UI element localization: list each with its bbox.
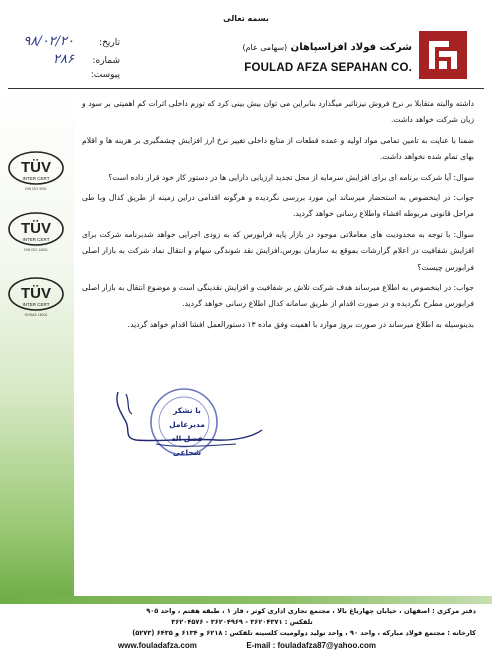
body-answer-2: جواب: در اینخصوص به اطلاع میرساند هدف شرکت تلاش بر شفافیت و افزایش نقدینگی است و موضوع انتقال به بازار اصلی فرابورس مطرح نگردیده و در صورت اقدام از طریق سامانه کدال اطلاع رسانی خواهد گردید. [82, 283, 474, 309]
tuv-sub-text: INTER CERT [22, 176, 50, 181]
tuv-badge-1 [7, 150, 65, 192]
number-value: ۲۸۶ [53, 52, 74, 67]
handwritten-signature-icon [96, 384, 266, 464]
company-logo [419, 31, 467, 79]
company-name-fa [212, 42, 412, 53]
letter-body [82, 96, 474, 337]
body-question-1: سوال: آیا شرکت برنامه ای برای افزایش سرمایه از محل تجدید ارزیابی دارایی ها در دستور کار خود قرار داده است؟ [108, 172, 474, 182]
footer-gradient-band [0, 596, 492, 604]
date-row [10, 34, 120, 52]
header-divider [8, 88, 484, 89]
signature-closing: با تشکر [173, 406, 201, 415]
bismillah-heading: بسمه تعالی [223, 14, 269, 23]
tuv-badge-2 [7, 211, 65, 253]
tuv-brand-text: TÜV [21, 285, 51, 302]
tuv-brand-text: TÜV [21, 220, 51, 237]
company-type-text: (سهامی عام) [242, 43, 288, 52]
footer-website-link[interactable]: www.fouladafza.com [118, 641, 197, 650]
footer-contact [8, 640, 476, 651]
body-paragraph-1: داشته والبته متقابلا بر نرخ فروش نیزتاثیر میگذارد بنابراین می توان بیش بینی کرد که تورم داخلی اثرات کم اهمیتی بر سود و زیان شرکت خواهد داشت. [82, 99, 474, 125]
footer-factory-address: کارخانه : مجتمع فولاد مبارکه ، واحد ۹۰ ، واحد تولید دولومیت کلسینه تلفکس : ۶۲۱۸ و ۶۱۳۴ و ۶۴۳۵ (۵۲۷۳) [132, 629, 476, 637]
tuv-code-text: OHSAS 18001 [24, 313, 48, 317]
tuv-brand-text: TÜV [21, 159, 51, 176]
body-question-2: سوال: با توجه به محدودیت های معاملاتی موجود در بازار پایه فرابورس که به زودی اجرایی خواهد شدبرنامه شرکت برای افزایش شفافیت در اعلام گزارشات بموقع به سازمان بورس،افزایش نقد شوندگی سهام و انتقال نماد شرکت به بازار اصلی فرابورس چیست؟ [82, 229, 474, 272]
body-paragraph-2: ضمنا با عنایت به تامین تمامی مواد اولیه و عمده قطعات از منابع داخلی تغییر نرخ ارز افزایش چشمگیری بر هزینه ها و اقلام بهای تمام شده نخواهد داشت. [82, 135, 474, 162]
tuv-code-text: DIN ISO 14001 [24, 248, 48, 252]
company-name-en: FOULAD AFZA SEPAHAN CO. [244, 62, 412, 74]
body-answer-1: جواب: در اینخصوص به استحضار میرساند این مورد بررسی نگردیده و هرگونه اقدامی دراین زمینه از طریق کدال وبا طی مراحل قانونی مربوطه افشاء واطلاع رسانی خواهد گردید. [82, 193, 474, 219]
letter-footer [8, 606, 476, 651]
body-closing-note: بدینوسیله به اطلاع میرساند در صورت بروز موارد با اهمیت وفق ماده ۱۳ دستورالعمل افشا اقدام خواهد گردید. [127, 319, 474, 329]
footer-phones: تلفکس : ۳۶۲۰۴۳۷۱ - ۳۶۲۰۴۹۶۹ - ۳۶۲۰۴۵۷۶ [171, 618, 313, 626]
attachment-label: پیوست: [90, 70, 120, 80]
footer-email-link[interactable]: E-mail : fouladafza87@yahoo.com [246, 641, 376, 650]
logo-mark-icon [419, 31, 467, 79]
attachment-row [10, 70, 120, 88]
tuv-badge-3 [7, 276, 65, 318]
date-label: تاریخ: [99, 38, 120, 48]
number-row [10, 52, 120, 70]
date-value: ۹۸/۰۲/۲۰ [23, 34, 74, 49]
tuv-sub-text: INTER CERT [22, 302, 50, 307]
footer-office-address: دفتر مرکزی : اصفهان ، خیابان چهارباغ بالا ، مجتمع تجاری اداری کوثر ، فاز ۱ ، طبقه هفتم ، واحد ۹۰۵ [146, 607, 476, 615]
signature-name: فضل اله شجاعی [171, 434, 203, 457]
tuv-sub-text: INTER CERT [22, 237, 50, 242]
tuv-code-text: DIN ISO 9001 [25, 187, 47, 191]
signature-title: مدیرعامل [169, 420, 205, 429]
number-label: شماره: [92, 56, 120, 66]
letter-meta [10, 34, 120, 88]
company-name-text: شرکت فولاد افزاسپاهان [290, 42, 412, 53]
